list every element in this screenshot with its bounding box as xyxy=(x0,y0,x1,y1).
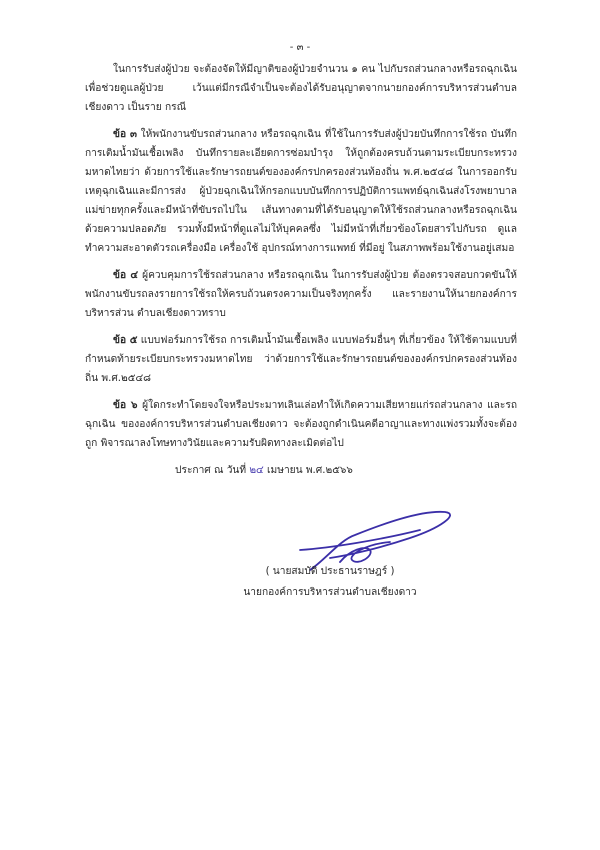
clause-lead: ข้อ ๓ xyxy=(113,129,138,140)
date-suffix: เมษายน พ.ศ.๒๕๖๖ xyxy=(267,465,353,476)
signer-position: นายกองค์การบริหารส่วนตำบลเชียงดาว xyxy=(243,587,417,598)
announcement-date xyxy=(85,461,517,480)
document-body xyxy=(85,60,517,480)
paragraph-clause-5 xyxy=(85,331,517,388)
date-day: ๒๔ xyxy=(249,465,264,476)
paragraph-clause-4 xyxy=(85,266,517,323)
paragraph-text: แบบฟอร์มการใช้รถ การเติมน้ำมันเชื้อเพลิง แบบฟอร์มอื่นๆ ที่เกี่ยวข้อง ให้ใช้ตามแบบที่ กำหนดท้ายระเบียบกระทรวงมหาดไทย ว่าด้วยการใช้และรักษารถยนต์ขององค์กรปกครองส่วนท้องถิ่น พ.ศ.๒๕๔๘ xyxy=(85,335,517,384)
paragraph-intro xyxy=(85,60,517,117)
paragraph-clause-3 xyxy=(85,125,517,258)
clause-lead: ข้อ ๔ xyxy=(113,270,139,281)
date-prefix: ประกาศ ณ วันที่ xyxy=(175,465,247,476)
clause-lead: ข้อ ๖ xyxy=(113,400,138,411)
signer-name: ( นายสมบัติ ประธานราษฎร์ ) xyxy=(265,566,395,577)
paragraph-text: ผู้ใดกระทำโดยจงใจหรือประมาทเลินเล่อทำให้เกิดความเสียหายแก่รถส่วนกลาง และรถฉุกเฉิน ขององค์การบริหารส่วนตำบลเชียงดาว จะต้องถูกดำเนินคดีอาญาและทางแพ่งรวมทั้งจะต้องถูก พิจารณาลงโทษทางวินัยและความรับผิดทางละเมิดต่อไป xyxy=(85,400,517,449)
paragraph-text: ให้พนักงานขับรถส่วนกลาง หรือรถฉุกเฉิน ที่ใช้ในการรับส่งผู้ป่วยบันทึกการใช้รถ บันทึก การเติมน้ำมันเชื้อเพลิง บันทึกรายละเอียดการซ่อมบำรุง ให้ถูกต้องครบถ้วนตามระเบียบกระทรวงมหาดไทยว่า ด้วยการใช้และรักษารถยนต์ขององค์กรปกครองส่วนท้องถิ่น พ.ศ.๒๕๔๘ ในการออกรับเหตุฉุกเฉินและมีการส่ง ผู้ป่วยฉุกเฉินให้กรอกแบบบันทึกการปฏิบัติการแพทย์ฉุกเฉินส่งโรงพยาบาลแม่ข่ายทุกครั้งและมีหน้าที่ขับรถไปใน เส้นทางตามที่ได้รับอนุญาตให้ใช้รถส่วนกลางหรือรถฉุกเฉิน ด้วยความปลอดภัย รวมทั้งมีหน้าที่ดูแลไม่ให้บุคคลซึ่ง ไม่มีหน้าที่เกี่ยวข้องโดยสารไปกับรถ ดูแล ทำความสะอาดตัวรถเครื่องมือ เครื่องใช้ อุปกรณ์ทางการแพทย์ ที่มีอยู่ ในสภาพพร้อมใช้งานอยู่เสมอ xyxy=(85,129,517,254)
paragraph-clause-6 xyxy=(85,396,517,453)
clause-lead: ข้อ ๕ xyxy=(113,335,138,346)
page-number: - ๓ - xyxy=(289,42,311,53)
paragraph-text: ในการรับส่งผู้ป่วย จะต้องจัดให้มีญาติของผู้ป่วยจำนวน ๑ คน ไปกับรถส่วนกลางหรือรถฉุกเฉิน เพื่อช่วยดูแลผู้ป่วย เว้นแต่มีกรณีจำเป็นจะต้องได้รับอนุญาตจากนายกองค์การบริหารส่วนตำบลเชียงดาว เป็นราย กรณี xyxy=(85,64,517,113)
paragraph-text: ผู้ควบคุมการใช้รถส่วนกลาง หรือรถฉุกเฉิน ในการรับส่งผู้ป่วย ต้องตรวจสอบกวดขันให้ พนักงานขับรถลงรายการใช้รถให้ครบถ้วนตรงความเป็นจริงทุกครั้ง และรายงานให้นายกองค์การบริหารส่วน ตำบลเชียงดาวทราบ xyxy=(85,270,517,319)
